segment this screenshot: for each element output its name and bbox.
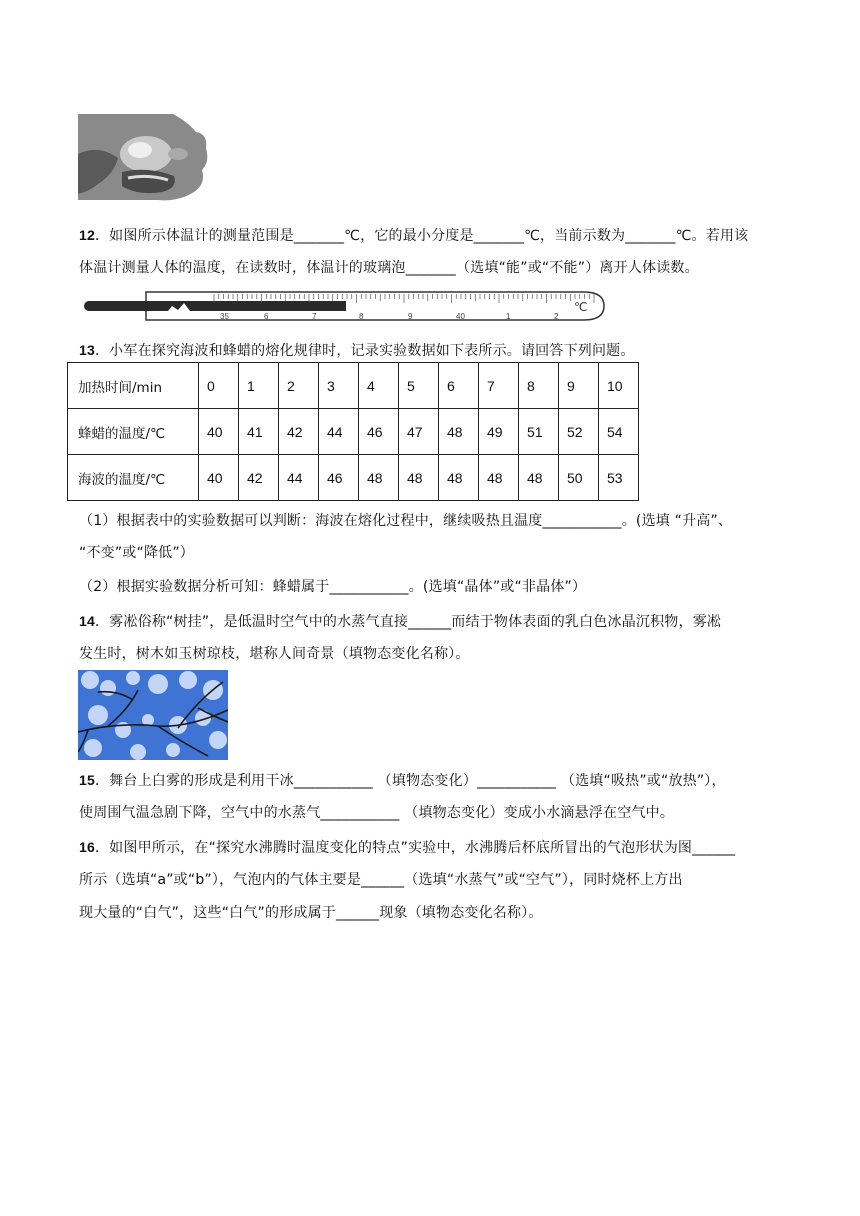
table-cell: 51	[519, 409, 559, 455]
table-cell: 46	[359, 409, 399, 455]
q16-number: 16	[79, 839, 95, 855]
table-cell: 53	[599, 455, 639, 501]
rime-frost-tree-photo	[78, 670, 228, 760]
scale-label: 1	[506, 312, 511, 321]
q12-number: 12	[79, 227, 95, 243]
q16-line-1	[79, 837, 735, 858]
table-cell: 41	[239, 409, 279, 455]
row-label: 海波的温度/℃	[68, 455, 199, 501]
scale-label: 8	[359, 312, 364, 321]
scale-label: 35	[220, 312, 229, 321]
q12-line-2: 体温计测量人体的温度，在读数时，体温计的玻璃泡_______（选填“能”或“不能”）离开人体读数。	[79, 260, 699, 276]
q13-sub2: （2）根据实验数据分析可知：蜂蜡属于___________。(选填“晶体”或“非晶体”）	[79, 579, 587, 595]
row-label: 加热时间/min	[68, 363, 199, 409]
table-cell: 10	[599, 363, 639, 409]
scale-label: 2	[554, 312, 559, 321]
scale-label: 7	[312, 312, 317, 321]
q12-line-1	[79, 225, 748, 246]
table-row	[68, 363, 639, 409]
scale-label: 40	[456, 312, 465, 321]
table-cell: 48	[359, 455, 399, 501]
table-cell: 54	[599, 409, 639, 455]
q13-sub1-line-1: （1）根据表中的实验数据可以判断：海波在熔化过程中，继续吸热且温度___________。(选填 “升高”、	[79, 513, 733, 529]
table-cell: 48	[399, 455, 439, 501]
q14-line-2: 发生时，树木如玉树琼枝，堪称人间奇景（填物态变化名称）。	[79, 646, 470, 662]
table-cell: 9	[559, 363, 599, 409]
table-cell: 48	[519, 455, 559, 501]
table-cell: 44	[279, 455, 319, 501]
q14-line-1	[79, 611, 721, 632]
q15-number: 15	[79, 772, 95, 788]
table-cell: 8	[519, 363, 559, 409]
q14-number: 14	[79, 613, 95, 629]
table-cell: 49	[479, 409, 519, 455]
table-cell: 48	[479, 455, 519, 501]
row-label: 蜂蜡的温度/℃	[68, 409, 199, 455]
melting-data-table	[67, 362, 639, 501]
q13-sub1-line-2: “不变”或“降低”）	[79, 545, 195, 561]
table-cell: 42	[239, 455, 279, 501]
q16-text-1: ．如图甲所示，在“探究水沸腾时温度变化的特点”实验中，水沸腾后杯底所冒出的气泡形状为图______	[94, 840, 736, 856]
table-cell: 3	[319, 363, 359, 409]
q13-intro: ．小军在探究海波和蜂蜡的熔化规律时，记录实验数据如下表所示。请回答下列问题。	[94, 343, 635, 359]
melting-ice-photo	[78, 114, 210, 204]
table-cell: 52	[559, 409, 599, 455]
table-cell: 50	[559, 455, 599, 501]
table-cell: 42	[279, 409, 319, 455]
table-cell: 6	[439, 363, 479, 409]
q13-intro-line	[79, 340, 635, 361]
table-row	[68, 409, 639, 455]
q16-line-2: 所示（选填“a”或“b”），气泡内的气体主要是______（选填“水蒸气”或“空气”），同时烧杯上方出	[79, 872, 683, 888]
table-cell: 44	[319, 409, 359, 455]
table-cell: 4	[359, 363, 399, 409]
table-row	[68, 455, 639, 501]
table-cell: 1	[239, 363, 279, 409]
table-cell: 40	[199, 455, 239, 501]
table-cell: 5	[399, 363, 439, 409]
q15-line-2: 使周围气温急剧下降，空气中的水蒸气___________ （填物态变化）变成小水滴悬浮在空气中。	[79, 805, 675, 821]
table-cell: 48	[439, 455, 479, 501]
q14-text-1: ．雾凇俗称“树挂”，是低温时空气中的水蒸气直接______而结于物体表面的乳白色冰晶沉积物，雾凇	[94, 614, 722, 630]
thermometer-unit: ℃	[574, 300, 588, 314]
q15-text-1: ．舞台上白雾的形成是利用干冰___________ （填物态变化）___________ （选填“吸热”或“放热”），	[94, 773, 726, 789]
table-cell: 47	[399, 409, 439, 455]
q12-text-1: ．如图所示体温计的测量范围是_______℃，它的最小分度是_______℃，当前示数为_______℃。若用该	[94, 228, 749, 244]
table-cell: 46	[319, 455, 359, 501]
clinical-thermometer-figure	[84, 289, 608, 323]
table-cell: 2	[279, 363, 319, 409]
q16-line-3: 现大量的“白气”，这些“白气”的形成属于______现象（填物态变化名称）。	[79, 905, 543, 921]
table-cell: 48	[439, 409, 479, 455]
table-cell: 0	[199, 363, 239, 409]
scale-label: 9	[408, 312, 413, 321]
q13-number: 13	[79, 342, 95, 358]
table-cell: 7	[479, 363, 519, 409]
q15-line-1	[79, 770, 726, 791]
table-cell: 40	[199, 409, 239, 455]
scale-label: 6	[264, 312, 269, 321]
